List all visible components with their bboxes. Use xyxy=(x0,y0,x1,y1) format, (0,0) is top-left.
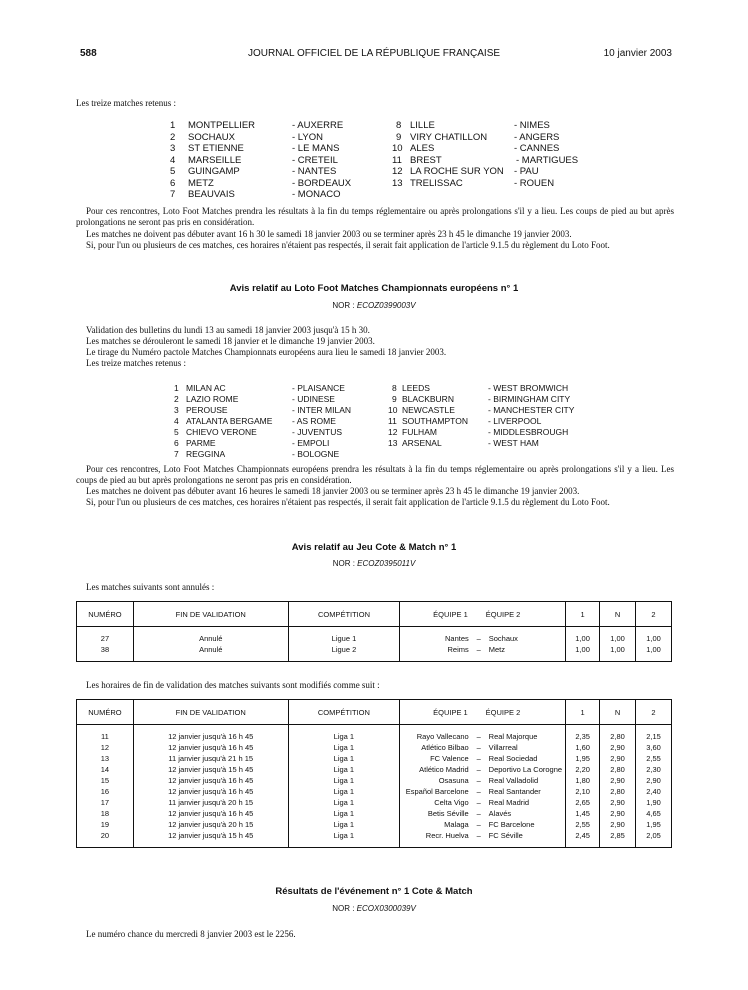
table-cell: 11 xyxy=(77,731,134,742)
table-cell: Betis Séville xyxy=(400,808,472,819)
table-cell: 1,00 xyxy=(566,644,600,655)
column-header: COMPÉTITION xyxy=(288,602,400,627)
column-header: FIN DE VALIDATION xyxy=(133,700,288,725)
column-header: NUMÉRO xyxy=(77,700,134,725)
table-cell: 11 janvier jusqu'à 21 h 15 xyxy=(133,753,288,764)
table-cell: 38 xyxy=(77,644,134,655)
column-header: ÉQUIPE 1 xyxy=(400,700,472,725)
s4-chance-number: Le numéro chance du mercredi 8 janvier 2003 est le 2256. xyxy=(86,929,296,939)
table-row xyxy=(77,644,672,655)
column-header: 1 xyxy=(566,602,600,627)
table-cell: 15 xyxy=(77,775,134,786)
table-cell xyxy=(636,655,672,662)
column-header: 1 xyxy=(566,700,600,725)
table-cell: Osasuna xyxy=(400,775,472,786)
table-cell: 2,40 xyxy=(636,786,672,797)
table-cell: 3,60 xyxy=(636,742,672,753)
column-header: 2 xyxy=(636,602,672,627)
s4-nor: NOR : ECOX0300039V xyxy=(332,904,416,913)
table-cell: Reims xyxy=(400,644,472,655)
column-header: ÉQUIPE 1 xyxy=(400,602,472,627)
table-cell: 2,35 xyxy=(566,731,600,742)
table-row xyxy=(77,633,672,644)
table-cell: 17 xyxy=(77,797,134,808)
table-cell: Annulé xyxy=(133,644,288,655)
table-cell: – xyxy=(476,820,481,829)
s2-dates-line: Les matches se dérouleront le samedi 18 janvier et le dimanche 19 janvier 2003. xyxy=(86,336,375,346)
table-row xyxy=(77,808,672,819)
table-cell xyxy=(472,841,486,848)
table-cell: – xyxy=(476,645,481,654)
table-cell: Ligue 1 xyxy=(288,633,400,644)
column-header: ÉQUIPE 2 xyxy=(486,602,566,627)
table-row xyxy=(77,819,672,830)
table-cell: 1,45 xyxy=(566,808,600,819)
s3-heading: Avis relatif au Jeu Cote & Match n° 1 xyxy=(291,542,457,553)
table-cell xyxy=(77,655,134,662)
table-row xyxy=(77,764,672,775)
s1-intro: Les treize matches retenus : xyxy=(76,98,176,108)
table-cell: 2,80 xyxy=(600,786,636,797)
table-spacer-row xyxy=(77,841,672,848)
table-cell: Real Santander xyxy=(486,786,566,797)
table-cell xyxy=(472,655,486,662)
table-cell: – xyxy=(476,765,481,774)
s3-intro-cancelled: Les matches suivants sont annulés : xyxy=(86,582,215,592)
table-cell: 4,65 xyxy=(636,808,672,819)
s1-paragraph-3: Si, pour l'un ou plusieurs de ces matches, ces horaires n'étaient pas respectés, il serait fait application de l'article 9.1.5 du règlement du Loto Foot. xyxy=(86,240,610,250)
table-cell: 12 janvier jusqu'à 16 h 45 xyxy=(133,742,288,753)
issue-date: 10 janvier 2003 xyxy=(603,48,672,59)
table-cell: 2,05 xyxy=(636,830,672,841)
table-cell: 2,90 xyxy=(600,797,636,808)
table-cell: 2,55 xyxy=(636,753,672,764)
table-cell: 13 xyxy=(77,753,134,764)
table-cell xyxy=(400,655,472,662)
table-cell: – xyxy=(476,743,481,752)
table-cell: 20 xyxy=(77,830,134,841)
table-cell: Liga 1 xyxy=(288,797,400,808)
table-cell: – xyxy=(476,831,481,840)
s2-paragraph-2: Les matches ne doivent pas débuter avant 16 heures le samedi 18 janvier 2003 ou se terminer après 23 h 45 le dimanche 19 janvier 2003. xyxy=(86,486,580,496)
s2-nor: NOR : ECOZ0399003V xyxy=(332,301,416,310)
table-header-row xyxy=(77,602,672,627)
table-cell: Liga 1 xyxy=(288,808,400,819)
column-header: FIN DE VALIDATION xyxy=(133,602,288,627)
table-cell xyxy=(133,841,288,848)
s2-intro: Les treize matches retenus : xyxy=(86,358,186,368)
table-cell: 2,80 xyxy=(600,731,636,742)
table-cell: – xyxy=(476,776,481,785)
table-row xyxy=(77,731,672,742)
table-cell: 2,90 xyxy=(600,753,636,764)
table-cell: Atlético Bilbao xyxy=(400,742,472,753)
table-cell: Malaga xyxy=(400,819,472,830)
table-cell: 19 xyxy=(77,819,134,830)
table-cell xyxy=(600,655,636,662)
table-cell: 1,95 xyxy=(636,819,672,830)
table-cell: Liga 1 xyxy=(288,786,400,797)
table-cell xyxy=(636,841,672,848)
table-cell: Liga 1 xyxy=(288,742,400,753)
table-cell: Deportivo La Corogne xyxy=(486,764,566,775)
table-cell: Nantes xyxy=(400,633,472,644)
table-cell: 16 xyxy=(77,786,134,797)
table-cell: – xyxy=(476,754,481,763)
s3-intro-modified: Les horaires de fin de validation des matches suivants sont modifiés comme suit : xyxy=(86,680,380,690)
s2-heading: Avis relatif au Loto Foot Matches Championnats européens n° 1 xyxy=(229,283,519,294)
table-cell: Real Sociedad xyxy=(486,753,566,764)
table-cell: Atlético Madrid xyxy=(400,764,472,775)
table-cell: Liga 1 xyxy=(288,830,400,841)
table-cell: Sochaux xyxy=(486,633,566,644)
s1-paragraph-2: Les matches ne doivent pas débuter avant 16 h 30 le samedi 18 janvier 2003 ou se terminer après 23 h 45 le dimanche 19 janvier 2003. xyxy=(86,229,572,239)
table-row xyxy=(77,797,672,808)
column-header: NUMÉRO xyxy=(77,602,134,627)
table-row xyxy=(77,742,672,753)
table-cell: 2,65 xyxy=(566,797,600,808)
modified-matches-table xyxy=(76,699,672,848)
journal-title: JOURNAL OFFICIEL DE LA RÉPUBLIQUE FRANÇAISE xyxy=(247,48,501,59)
table-header-row xyxy=(77,700,672,725)
table-cell: Villarreal xyxy=(486,742,566,753)
table-cell: Liga 1 xyxy=(288,731,400,742)
table-cell: 2,90 xyxy=(600,808,636,819)
column-header: COMPÉTITION xyxy=(288,700,400,725)
table-cell: Liga 1 xyxy=(288,764,400,775)
cancelled-matches-table xyxy=(76,601,672,662)
table-cell: 18 xyxy=(77,808,134,819)
table-cell: 12 janvier jusqu'à 16 h 45 xyxy=(133,808,288,819)
table-cell: 2,55 xyxy=(566,819,600,830)
table-spacer-row xyxy=(77,655,672,662)
table-cell: 12 janvier jusqu'à 15 h 45 xyxy=(133,830,288,841)
page-number: 588 xyxy=(80,48,97,59)
column-header: N xyxy=(600,700,636,725)
table-cell: 12 janvier jusqu'à 20 h 15 xyxy=(133,819,288,830)
table-cell xyxy=(486,841,566,848)
table-cell: 2,90 xyxy=(636,775,672,786)
table-cell: 2,85 xyxy=(600,830,636,841)
table-cell: Real Majorque xyxy=(486,731,566,742)
table-cell: 12 janvier jusqu'à 16 h 45 xyxy=(133,775,288,786)
table-cell: – xyxy=(476,787,481,796)
table-cell: 2,30 xyxy=(636,764,672,775)
table-cell: 12 janvier jusqu'à 15 h 45 xyxy=(133,764,288,775)
table-cell: Celta Vigo xyxy=(400,797,472,808)
table-cell: 27 xyxy=(77,633,134,644)
table-cell: FC Séville xyxy=(486,830,566,841)
table-cell: 1,00 xyxy=(636,644,672,655)
table-cell: 2,15 xyxy=(636,731,672,742)
s2-validation-line: Validation des bulletins du lundi 13 au samedi 18 janvier 2003 jusqu'à 15 h 30. xyxy=(86,325,370,335)
s2-paragraph-3: Si, pour l'un ou plusieurs de ces matches, ces horaires n'étaient pas respectés, il serait fait application de l'article 9.1.5 du règlement du Loto Foot. xyxy=(86,497,610,507)
table-cell: 14 xyxy=(77,764,134,775)
s2-paragraph-1: Pour ces rencontres, Loto Foot Matches Championnats européens prendra les résultats à la fin du temps réglementaire ou après prolongations s'il y a lieu. Les coups de pied au but après prolongations ne seront pas pris en considération. xyxy=(76,464,674,485)
table-cell: Liga 1 xyxy=(288,775,400,786)
table-cell: 1,00 xyxy=(600,644,636,655)
table-cell: 2,10 xyxy=(566,786,600,797)
column-header: 2 xyxy=(636,700,672,725)
table-cell xyxy=(288,841,400,848)
column-header-spacer xyxy=(472,602,486,627)
table-cell: Español Barcelone xyxy=(400,786,472,797)
table-cell: Ligue 2 xyxy=(288,644,400,655)
table-cell: 12 xyxy=(77,742,134,753)
table-cell: 1,00 xyxy=(636,633,672,644)
table-cell: Liga 1 xyxy=(288,753,400,764)
table-cell: 1,80 xyxy=(566,775,600,786)
table-cell: 12 janvier jusqu'à 16 h 45 xyxy=(133,731,288,742)
journal-page: 588 JOURNAL OFFICIEL DE LA RÉPUBLIQUE FRANÇAISE 10 janvier 2003 Les treize matches retenus : 1 MONTPELLIER - AUXERRE 2 SOCHAUX - LYON 3 ST ETIENNE - LE MANS 4 MARSEILLE - CRETEIL 5 GUINGAMP - NANTES 6 METZ - BORDEAUX 7 BEAUVAIS - MONACO 8 LILLE - NIMES 9 VIRY CHATILLON - ANGERS 10 ALES - CANNES 11 BREST - MARTIGUES 12 LA ROCHE SUR YON - PAU 13 TRELISSAC - ROUEN Pour ces rencontres, Loto Foot Matches prendra les résultats à la fin du temps réglementaire ou après prolongations s'il y a lieu. Les coups de pied au but après prolongations ne seront pas pris en considération. Les matches ne doivent pas débuter avant 16 h 30 le samedi 18 janvier 2003 ou se terminer après 23 h 45 le dimanche 19 janvier 2003. Si, pour l'un ou plusieurs de ces matches, ces horaires n'étaient pas respectés, il serait fait application de l'article 9.1.5 du règlement du Loto Foot. Avis relatif au Loto Foot Matches Championnats européens n° 1 NOR : ECOZ0399003V Validation des bulletins du lundi 13 au samedi 18 janvier 2003 jusqu'à 15 h 30. Les matches se dérouleront le samedi 18 janvier et le dimanche 19 janvier 2003. Le tirage du Numéro pactole Matches Championnats européens aura lieu le samedi 18 janvier 2003. Les treize matches retenus : 1 MILAN AC - PLAISANCE 2 LAZIO ROME - UDINESE 3 PEROUSE - INTER MILAN 4 ATALANTA BERGAME - AS ROME 5 CHIEVO VERONE - JUVENTUS 6 PARME - EMPOLI 7 REGGINA - BOLOGNE 8 LEEDS - WEST BROMWICH 9 BLACKBURN - BIRMINGHAM CITY 10 NEWCASTLE - MANCHESTER CITY 11 SOUTHAMPTON - LIVERPOOL 12 FULHAM - MIDDLESBROUGH 13 ARSENAL - WEST HAM Pour ces rencontres, Loto Foot Matches Championnats européens prendra les résultats à la fin du temps réglementaire ou après prolongations s'il y a lieu. Les coups de pied au but après prolongations ne seront pas pris en considération. Les matches ne doivent pas débuter avant 16 heures le samedi 18 janvier 2003 ou se terminer après 23 h 45 le dimanche 19 janvier 2003. Si, pour l'un ou plusieurs de ces matches, ces horaires n'étaient pas respectés, il serait fait application de l'article 9.1.5 du règlement du Loto Foot. Avis relatif au Jeu Cote & Match n° 1 NOR : ECOZ0395011V Les matches suivants sont annulés : NUMÉRO FIN DE VALIDATION COMPÉTITION ÉQUIPE 1 ÉQUIPE 2 1 N 2 27 Annulé Ligue 1 Nantes – Sochaux 1,00 1,00 1,00 38 Annulé Ligue 2 Reims – Metz 1,00 1,00 1,00 Les horaires de fin de validation des matches suivants sont modifiés comme suit : NUMÉRO FIN DE VALIDATION COMPÉTITION ÉQUIPE 1 ÉQUIPE 2 1 N 2 11 12 janvier jusqu'à 16 h 45 Liga 1 Rayo Vallecano – Real Majorque 2,35 2,80 2,15 12 12 janvier jusqu'à 16 h 45 Liga 1 Atlético Bilbao – Villarreal 1,60 2,90 3,60 13 11 janvier jusqu'à 21 h 15 Liga 1 FC Valence – Real Sociedad 1,95 2,90 2,55 14 12 janvier jusqu'à 15 h 45 Liga 1 Atlético Madrid – Deportivo La Corogne 2,20 2,80 2,30 15 12 janvier jusqu'à 16 h 45 Liga 1 Osasuna – Real Valladolid 1,80 2,90 2,90 16 12 janvier jusqu'à 16 h 45 Liga 1 Español Barcelone – Real Santander 2,10 2,80 2,40 17 11 janvier jusqu'à 20 h 15 Liga 1 Celta Vigo – Real Madrid 2,65 2,90 1,90 18 12 janvier jusqu'à 16 h 45 Liga 1 Betis Séville – Alavés 1,45 2,90 4,65 19 12 janvier jusqu'à 20 h 15 Liga 1 Malaga – FC Barcelone 2,55 2,90 1,95 20 12 janvier jusqu'à 15 h 45 Liga 1 Recr. Huelva – FC Séville 2,45 2,85 2,05 Résultats de l'événement n° 1 Cote & Match NOR : ECOX0300039V Le numéro chance du mercredi 8 janvier 2003 est le 2256. xyxy=(0,0,748,990)
table-cell: FC Valence xyxy=(400,753,472,764)
table-cell: 12 janvier jusqu'à 16 h 45 xyxy=(133,786,288,797)
table-cell: 2,90 xyxy=(600,775,636,786)
s3-nor: NOR : ECOZ0395011V xyxy=(332,559,416,568)
table-row xyxy=(77,786,672,797)
table-cell: 2,90 xyxy=(600,742,636,753)
table-cell: Real Valladolid xyxy=(486,775,566,786)
table-cell: 2,80 xyxy=(600,764,636,775)
s4-heading: Résultats de l'événement n° 1 Cote & Match xyxy=(275,886,473,897)
table-cell: 1,60 xyxy=(566,742,600,753)
table-cell xyxy=(400,841,472,848)
table-cell: Liga 1 xyxy=(288,819,400,830)
table-cell: 1,90 xyxy=(636,797,672,808)
table-cell: – xyxy=(476,798,481,807)
table-cell xyxy=(566,655,600,662)
table-cell: – xyxy=(476,732,481,741)
table-cell: 2,90 xyxy=(600,819,636,830)
column-header-spacer xyxy=(472,700,486,725)
table-cell: Alavés xyxy=(486,808,566,819)
table-cell: – xyxy=(476,634,481,643)
table-cell xyxy=(486,655,566,662)
column-header: ÉQUIPE 2 xyxy=(486,700,566,725)
s2-draw-line: Le tirage du Numéro pactole Matches Championnats européens aura lieu le samedi 18 janvier 2003. xyxy=(86,347,447,357)
table-cell: FC Barcelone xyxy=(486,819,566,830)
table-cell: 1,95 xyxy=(566,753,600,764)
table-cell: Annulé xyxy=(133,633,288,644)
table-cell xyxy=(566,841,600,848)
table-cell: – xyxy=(476,809,481,818)
table-cell: 1,00 xyxy=(566,633,600,644)
table-cell: 2,20 xyxy=(566,764,600,775)
table-cell: Recr. Huelva xyxy=(400,830,472,841)
table-cell: 1,00 xyxy=(600,633,636,644)
column-header: N xyxy=(600,602,636,627)
table-row xyxy=(77,830,672,841)
table-cell: 11 janvier jusqu'à 20 h 15 xyxy=(133,797,288,808)
table-cell: 2,45 xyxy=(566,830,600,841)
table-cell: Rayo Vallecano xyxy=(400,731,472,742)
table-row xyxy=(77,753,672,764)
table-cell xyxy=(77,841,134,848)
s1-paragraph-1: Pour ces rencontres, Loto Foot Matches prendra les résultats à la fin du temps réglementaire ou après prolongations s'il y a lieu. Les coups de pied au but après prolongations ne seront pas pris en considération. xyxy=(76,206,674,227)
table-row xyxy=(77,775,672,786)
table-cell xyxy=(133,655,288,662)
table-cell: Metz xyxy=(486,644,566,655)
table-cell xyxy=(600,841,636,848)
table-cell: Real Madrid xyxy=(486,797,566,808)
table-cell xyxy=(288,655,400,662)
